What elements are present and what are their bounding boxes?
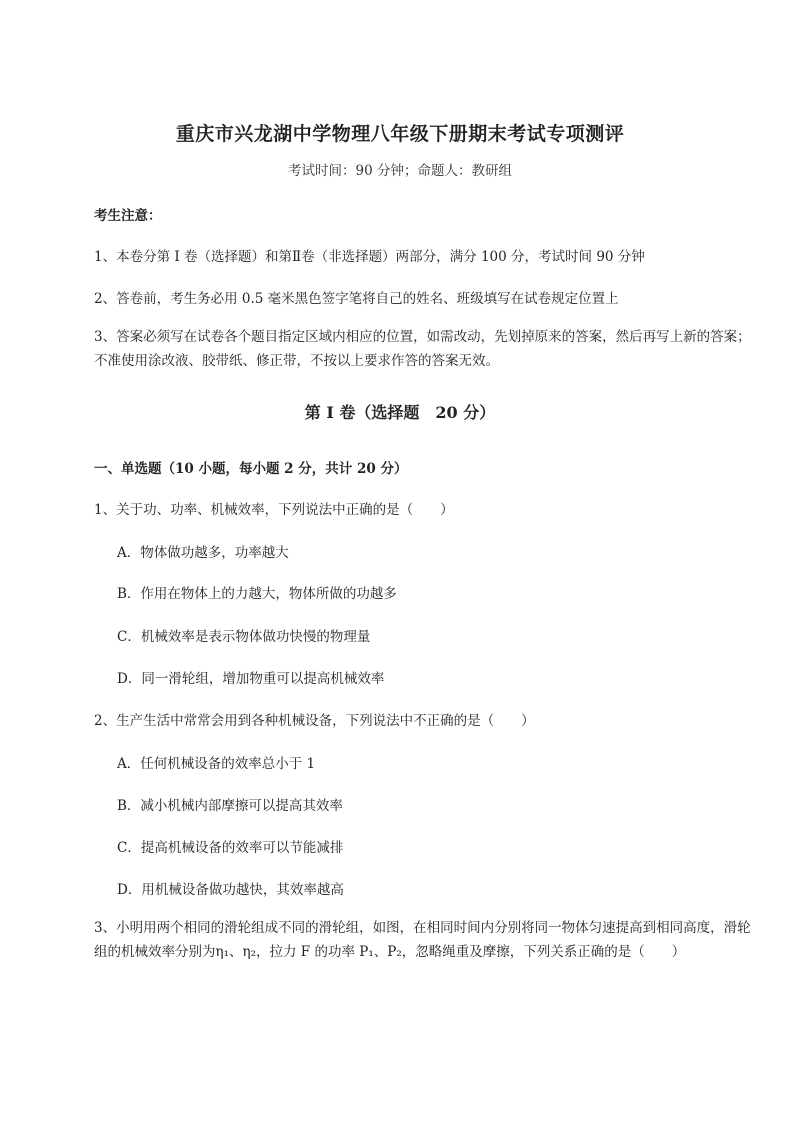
notice-item-2: 2、答卷前，考生务必用 0.5 毫米黑色签字笔将自己的姓名、班级填写在试卷规定位置上: [94, 291, 619, 307]
question-1-option-b: B．作用在物体上的力越大，物体所做的功越多: [117, 586, 397, 602]
question-2-option-d: D．用机械设备做功越快，其效率越高: [117, 882, 344, 898]
exam-subtitle: 考试时间：90 分钟；命题人：教研组: [288, 163, 512, 179]
question-1-option-a: A．物体做功越多，功率越大: [117, 545, 289, 561]
question-1-option-c: C．机械效率是表示物体做功快慢的物理量: [117, 629, 371, 645]
question-2-option-c: C．提高机械设备的效率可以节能减排: [117, 840, 344, 856]
question-1-option-d: D．同一滑轮组，增加物重可以提高机械效率: [117, 671, 385, 687]
exam-title: 重庆市兴龙湖中学物理八年级下册期末考试专项测评: [175, 123, 625, 145]
question-2-stem: 2、生产生活中常常会用到各种机械设备，下列说法中不正确的是（ ）: [94, 713, 535, 729]
question-2-option-a: A．任何机械设备的效率总小于 1: [117, 756, 316, 772]
question-1-stem: 1、关于功、功率、机械效率，下列说法中正确的是（ ）: [94, 502, 454, 518]
part-heading: 一、单选题（10 小题，每小题 2 分，共计 20 分）: [94, 461, 408, 477]
question-2-option-b: B．减小机械内部摩擦可以提高其效率: [117, 798, 343, 814]
notice-item-3: 3、答案必须写在试卷各个题目指定区域内相应的位置，如需改动，先划掉原来的答案，然后再写上新的答案；不准使用涂改液、胶带纸、修正带，不按以上要求作答的答案无效。: [94, 329, 751, 369]
question-3-stem: 3、小明用两个相同的滑轮组成不同的滑轮组，如图，在相同时间内分别将同一物体匀速提高到相同高度，滑轮组的机械效率分别为η₁、η₂，拉力 F 的功率 P₁、P₂，忽略绳重及摩擦，下列关系正确的是（ ）: [94, 920, 751, 960]
notice-item-1: 1、本卷分第 I 卷（选择题）和第Ⅱ卷（非选择题）两部分，满分 100 分，考试时间 90 分钟: [94, 249, 645, 265]
notice-heading: 考生注意：: [94, 208, 162, 224]
section-title: 第 I 卷（选择题 20 分）: [304, 403, 496, 422]
